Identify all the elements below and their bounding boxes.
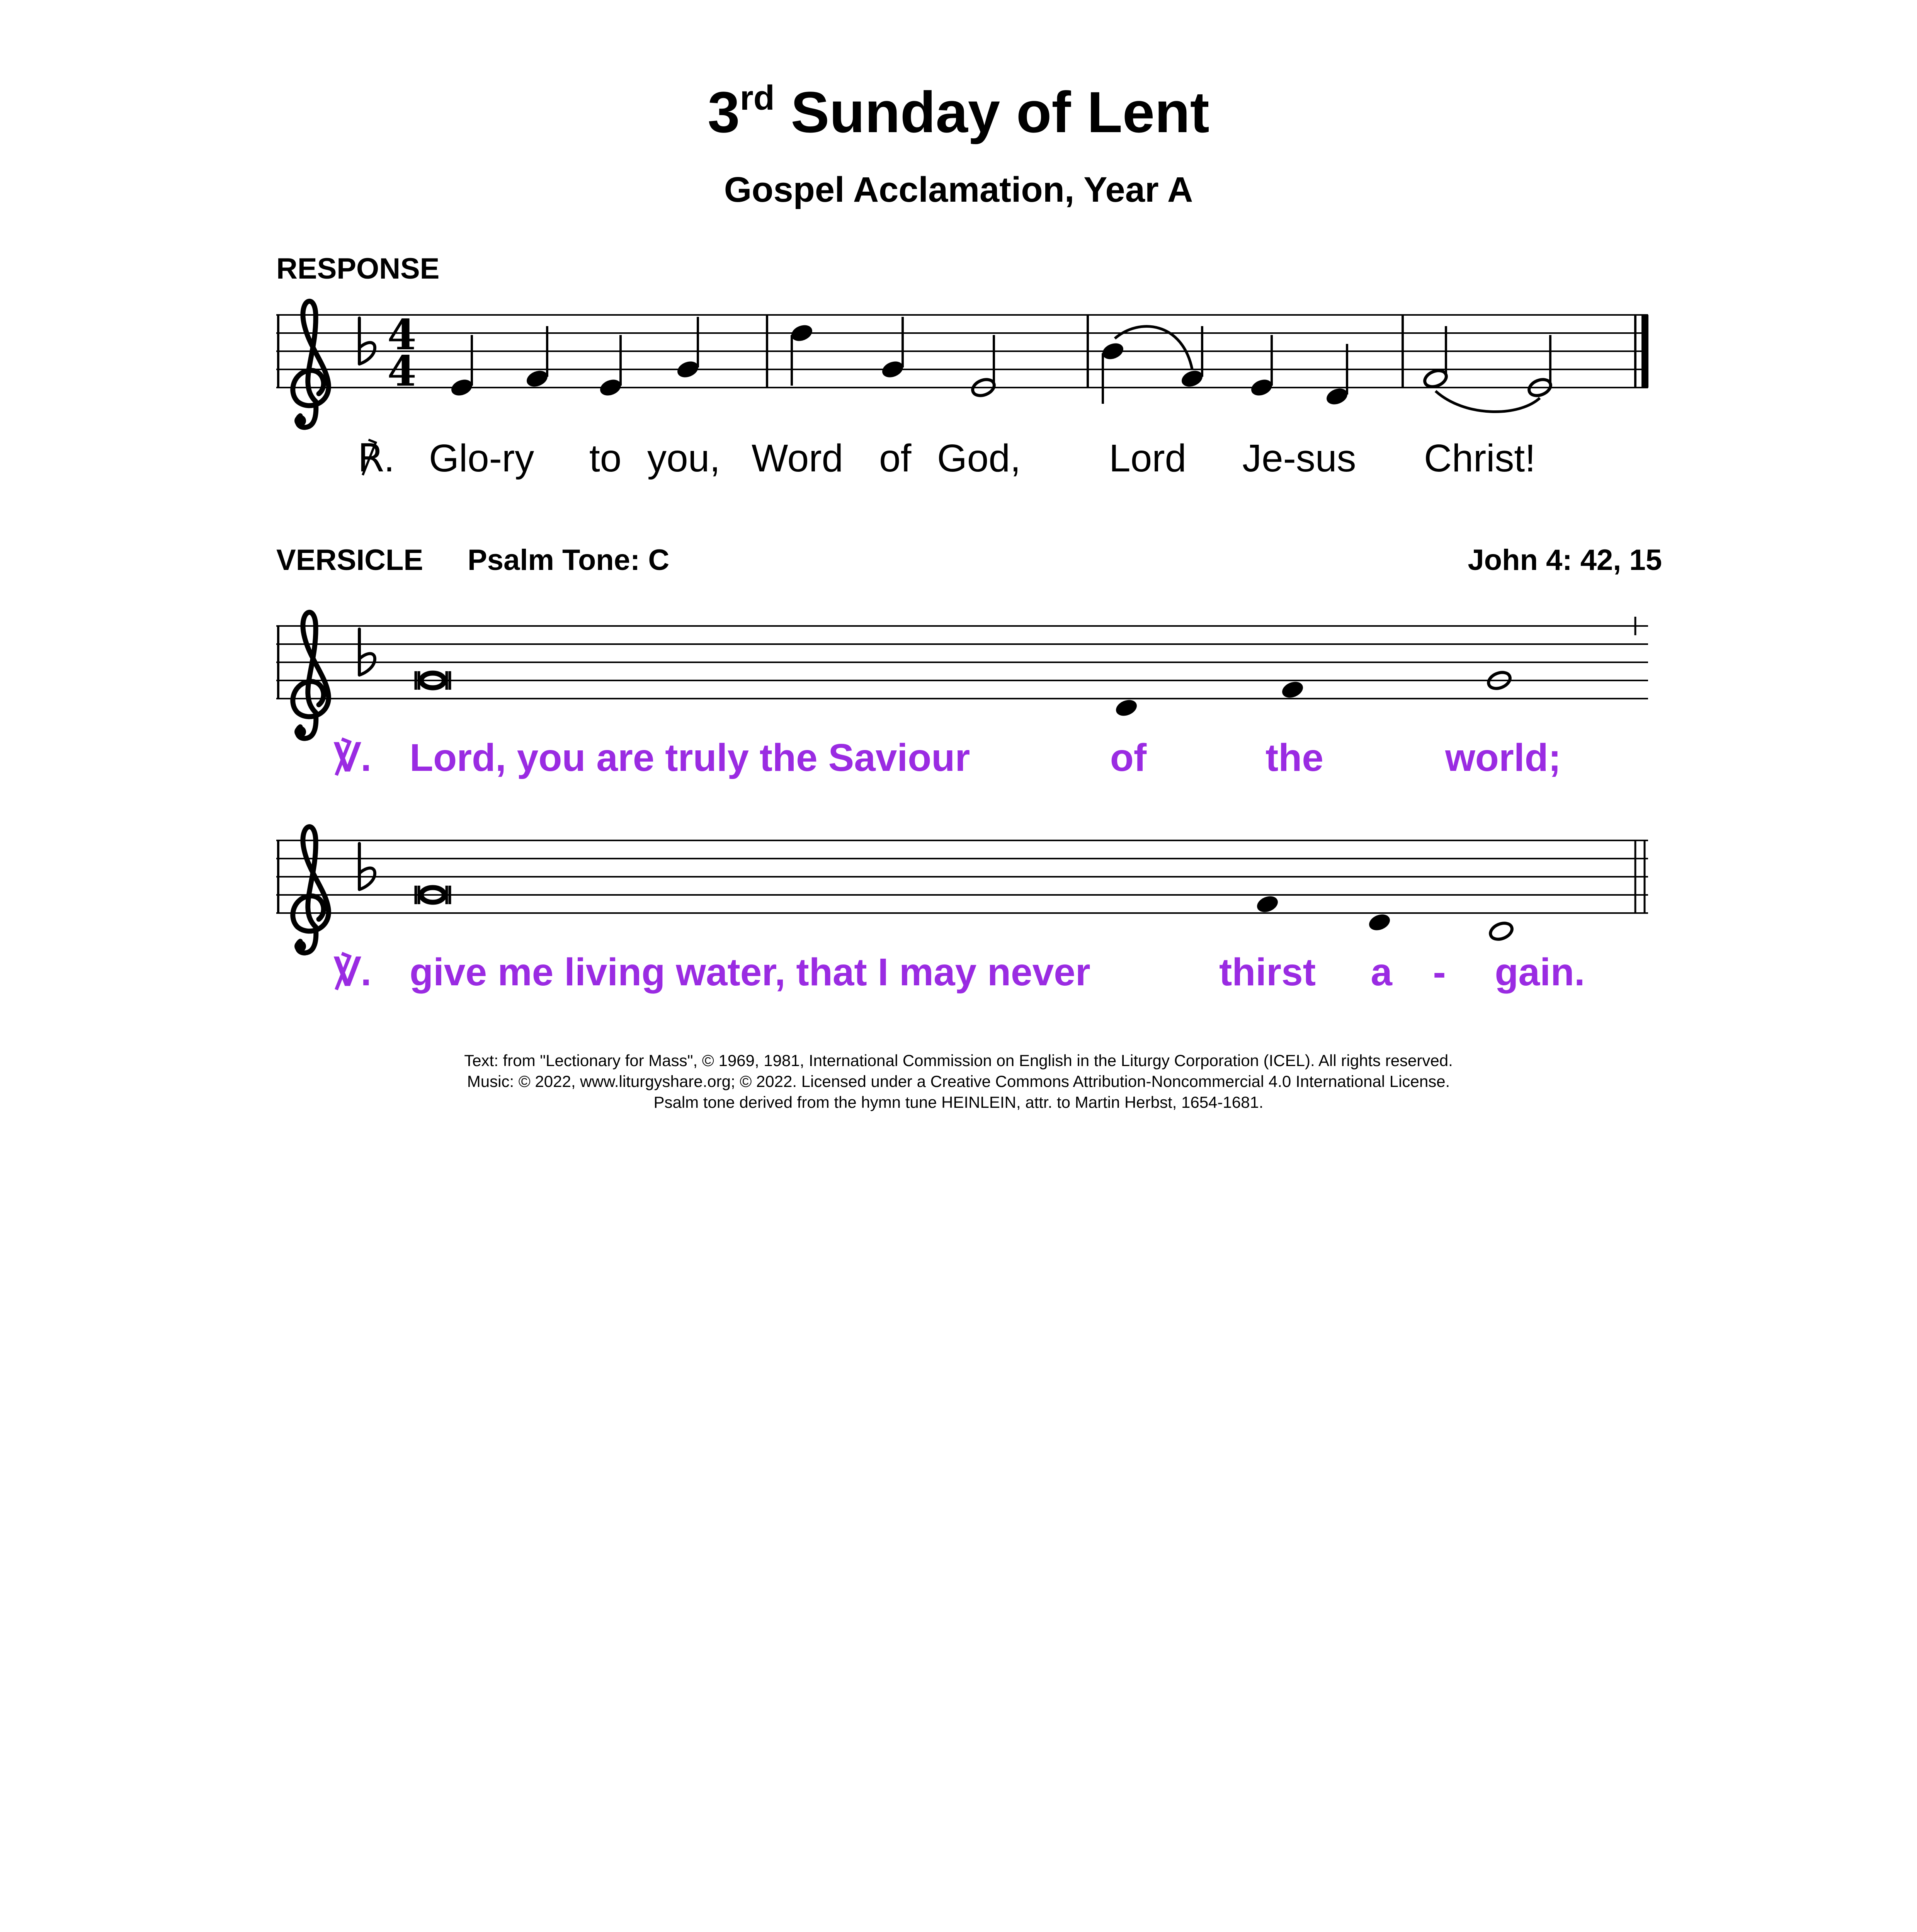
versicle-syllable: the: [1266, 736, 1323, 779]
page-title: 3rd Sunday of Lent: [708, 79, 1209, 145]
response-label: RESPONSE: [276, 252, 440, 285]
versicle-text: Lord, you are truly the Saviour: [410, 736, 970, 779]
response-syllable: you,: [647, 437, 721, 480]
treble-clef-icon: [293, 301, 329, 427]
response-syllable: Lord: [1109, 437, 1187, 480]
treble-clef-icon: [293, 612, 329, 738]
versicle-symbol: ℣.: [334, 736, 372, 779]
response-notes: [449, 317, 1553, 412]
response-syllable: Je-sus: [1242, 437, 1356, 480]
time-signature: [387, 311, 416, 396]
response-syllable: Christ!: [1424, 437, 1536, 480]
versicle-text: give me living water, that I may never: [410, 951, 1090, 994]
response-staff: [276, 315, 1648, 388]
versicle-notes-2: [416, 886, 1514, 942]
flat-sign-icon: [359, 629, 375, 675]
response-syllable: of: [879, 437, 912, 480]
versicle-syllable: thirst: [1219, 951, 1316, 994]
response-syllable: God,: [937, 437, 1021, 480]
versicle-syllable: world;: [1445, 736, 1561, 779]
tone-credit: Psalm tone derived from the hymn tune HEINLEIN, attr. to Martin Herbst, 1654-1681.: [653, 1093, 1264, 1111]
svg-text:4: 4: [387, 347, 417, 396]
versicle-staff-1: [276, 617, 1648, 699]
copyright-footer: [0, 1050, 1917, 1113]
page-subtitle: Gospel Acclamation, Year A: [724, 170, 1193, 209]
treble-clef-icon: [293, 827, 329, 953]
response-syllable: Glo-ry: [429, 437, 534, 480]
versicle-label: VERSICLE: [276, 544, 424, 577]
response-symbol: ℟.: [357, 437, 395, 480]
text-credit: Text: from "Lectionary for Mass", © 1969, 1981, International Commission on English in the Liturgy Corporation (ICEL). All rights reserved.: [464, 1051, 1453, 1070]
psalm-tone-label: Psalm Tone: C: [468, 544, 670, 577]
response-syllable: to: [589, 437, 622, 480]
svg-text:4: 4: [387, 311, 417, 359]
versicle-notes-1: [416, 670, 1512, 719]
versicle-syllable: a: [1371, 951, 1392, 994]
versicle-lyrics-2: [333, 951, 1585, 994]
versicle-symbol: ℣.: [334, 951, 372, 994]
versicle-lyrics-1: [333, 736, 1561, 779]
versicle-syllable: gain.: [1495, 951, 1585, 994]
versicle-staff-2: [276, 840, 1648, 913]
scripture-reference: John 4: 42, 15: [1468, 544, 1662, 577]
response-lyrics: [357, 437, 1536, 480]
versicle-syllable: of: [1110, 736, 1147, 779]
music-credit: Music: © 2022, www.liturgyshare.org; © 2022. Licensed under a Creative Commons Attribution-Noncommercial 4.0 International License.: [467, 1072, 1450, 1090]
versicle-hyphen: -: [1433, 951, 1446, 994]
response-syllable: Word: [752, 437, 844, 480]
flat-sign-icon: [359, 318, 375, 364]
flat-sign-icon: [359, 844, 375, 889]
